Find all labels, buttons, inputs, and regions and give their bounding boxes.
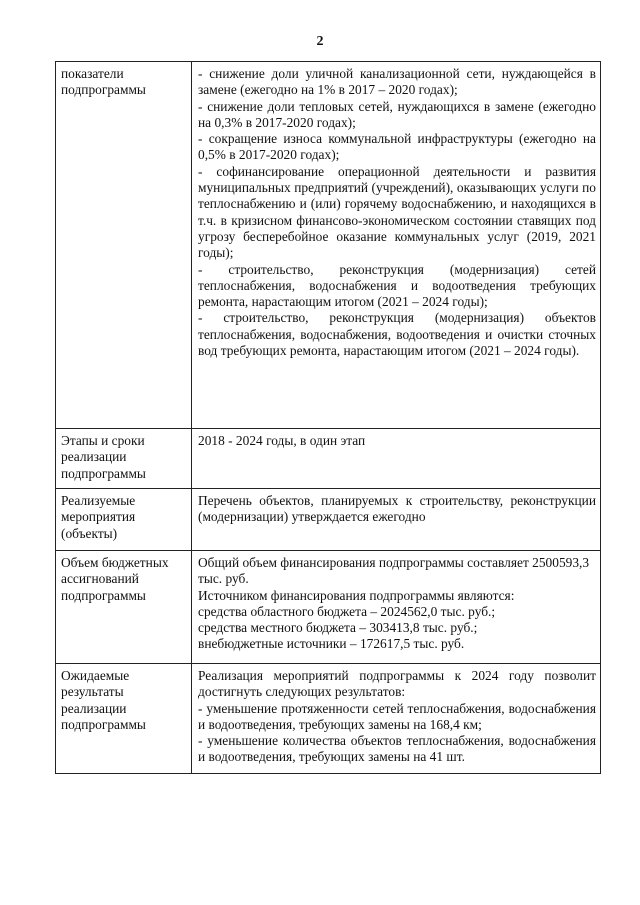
budget-sources-heading: Источником финансирования подпрограммы являются: bbox=[198, 587, 515, 603]
budget-regional: средства областного бюджета – 2024562,0 тыс. руб.; bbox=[198, 603, 496, 619]
result-item: - уменьшение протяженности сетей теплоснабжения, водоснабжения и водоотведения, требующих замены на 168,4 км; bbox=[198, 700, 596, 732]
indicator-item: - сокращение износа коммунальной инфраструктуры (ежегодно на 0,5% в 2017-2020 годах); bbox=[198, 131, 596, 163]
row-content bbox=[192, 664, 601, 774]
row-label: Ожидаемые результаты реализации подпрограммы bbox=[56, 664, 192, 774]
table-row bbox=[56, 551, 601, 664]
budget-total: Общий объем финансирования подпрограммы составляет 2500593,3 тыс. руб. bbox=[198, 555, 590, 587]
row-label: Объем бюджетных ассигнований подпрограммы bbox=[56, 551, 192, 664]
indicator-item: - строительство, реконструкция (модернизация) сетей теплоснабжения, водоснабжения и водоотведения требующих ремонта, нарастающим итогом (2021 – 2024 годы); bbox=[198, 261, 596, 310]
indicator-item: - снижение доли уличной канализационной сети, нуждающейся в замене (ежегодно на 1% в 2017 – 2020 годах); bbox=[198, 66, 596, 98]
row-content bbox=[192, 489, 601, 551]
stages-text: 2018 - 2024 годы, в один этап bbox=[198, 433, 366, 448]
row-label: Этапы и сроки реализации подпрограммы bbox=[56, 429, 192, 489]
measures-text: Перечень объектов, планируемых к строительству, реконструкции (модернизации) утверждается ежегодно bbox=[198, 493, 596, 525]
budget-extrabudgetary: внебюджетные источники – 172617,5 тыс. руб. bbox=[198, 636, 465, 652]
indicator-item: - софинансирование операционной деятельности и развития муниципальных предприятий (учреждений), оказывающих услуги по теплоснабжению и (или) горячему водоснабжению, и находящихся в т.ч. в кризисном финансово-экономическом состоянии ставящих под угрозу бесперебойное оказание коммунальных услуг (2019, 2021 годы); bbox=[198, 163, 596, 261]
table-row bbox=[56, 664, 601, 774]
row-label: показатели подпрограммы bbox=[56, 62, 192, 429]
indicator-item: - строительство, реконструкция (модернизация) объектов теплоснабжения, водоснабжения, водоотведения и очистки сточных вод требующих ремонта, нарастающим итогом (2021 – 2024 годы). bbox=[198, 310, 596, 359]
table-row bbox=[56, 489, 601, 551]
row-content bbox=[192, 62, 601, 429]
budget-local: средства местного бюджета – 303413,8 тыс. руб.; bbox=[198, 620, 478, 636]
table-row bbox=[56, 62, 601, 429]
row-label: Реализуемые мероприятия (объекты) bbox=[56, 489, 192, 551]
results-intro: Реализация мероприятий подпрограммы к 2024 году позволит достигнуть следующих результатов: bbox=[198, 668, 596, 700]
result-item: - уменьшение количества объектов теплоснабжения, водоснабжения и водоотведения, требующих замены на 41 шт. bbox=[198, 733, 596, 765]
row-content bbox=[192, 429, 601, 489]
program-passport-table bbox=[55, 61, 601, 774]
indicator-item: - снижение доли тепловых сетей, нуждающихся в замене (ежегодно на 0,3% в 2017-2020 годах); bbox=[198, 98, 596, 130]
table-row bbox=[56, 429, 601, 489]
row-content bbox=[192, 551, 601, 664]
page-number: 2 bbox=[316, 34, 324, 49]
